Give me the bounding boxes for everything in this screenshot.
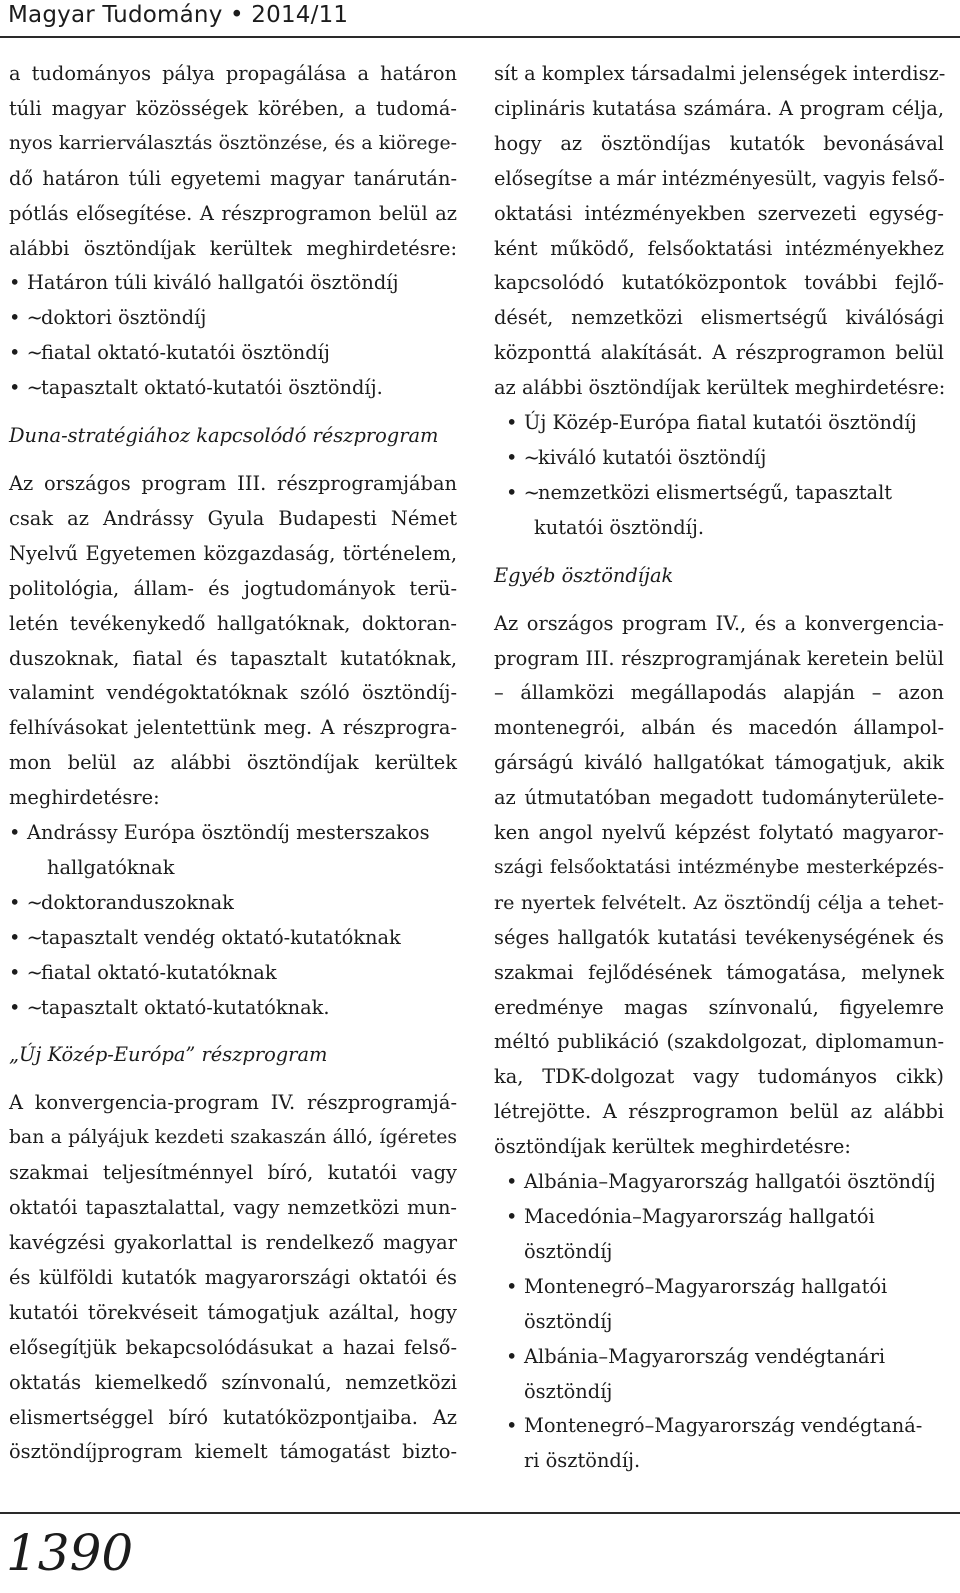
list-item: • Új Közép-Európa fiatal kutatói ösztöndíj [494, 406, 944, 441]
text-line: elismertséggel bíró kutatóközpontjaiba. Az [9, 1405, 457, 1429]
list-item: • ~ doktoranduszoknak [9, 886, 457, 921]
text-line: az alábbi ösztöndíjak kerültek meghirdetésre: [494, 376, 946, 400]
text-line: Az országos program III. részprogramjában [9, 471, 457, 495]
paragraph [494, 57, 944, 406]
left-column [9, 57, 457, 1470]
text-line: létrejötte. A részprogramon belül az alábbi [494, 1100, 944, 1124]
text-line: Az országos program IV., és a konvergencia- [494, 611, 944, 635]
text-line: méltó publikáció (szakdolgozat, diplomamun- [494, 1030, 944, 1054]
text-line: sít a komplex társadalmi jelenségek interdisz- [494, 62, 946, 85]
text-line: politológia, állam- és jogtudományok terü- [9, 576, 457, 600]
list-item: • ~ kiváló kutatói ösztöndíj [494, 441, 944, 476]
text-line: – államközi megállapodás alapján – azon [494, 681, 944, 705]
list-item: • Montenegró–Magyarország hallgatói [494, 1270, 944, 1305]
bullet-list [494, 1165, 944, 1479]
footer-rule [0, 1512, 960, 1514]
text-line: nyos karrierválasztás ösztönzése, és a kiörege- [9, 132, 457, 154]
text-line: oktatás kiemelkedő színvonalú, nemzetközi [9, 1370, 457, 1394]
list-item: • ~ tapasztalt oktató-kutatóknak. [9, 991, 457, 1026]
text-line: duszoknak, fiatal és tapasztalt kutatóknak, [9, 646, 457, 670]
list-item-continuation: hallgatóknak [47, 855, 175, 879]
text-line: pótlás elősegítése. A részprogramon belül az [9, 201, 457, 225]
list-item-continuation: ösztöndíj [524, 1309, 613, 1333]
bullet-list [9, 816, 457, 1025]
list-item: • Albánia–Magyarország hallgatói ösztöndíj [494, 1165, 944, 1200]
text-line: ciplináris kutatása számára. A program célja, [494, 96, 944, 120]
text-line: oktatási intézményekben szervezeti egység- [494, 201, 944, 225]
text-line: re nyertek felvételt. Az ösztöndíj célja a tehet- [494, 890, 944, 914]
text-line: központtá alakítását. A részprogramon belül [494, 341, 944, 365]
list-item: • ~ tapasztalt vendég oktató-kutatóknak [9, 921, 457, 956]
text-line: elősegítse a már intézményesült, vagyis felső- [494, 166, 945, 190]
section-heading: Duna-stratégiához kapcsolódó részprogram [9, 424, 439, 448]
text-line: hogy az ösztöndíjas kutatók bevonásával [494, 131, 944, 155]
text-line: kutatói törekvéseit támogatjuk azáltal, hogy [9, 1300, 457, 1324]
bullet-list [494, 406, 944, 546]
text-line: és külföldi kutatók magyarországi oktatói és [9, 1265, 457, 1289]
text-line: séges hallgatók kutatási tevékenységének és [494, 925, 944, 949]
text-line: túli magyar közösségek körében, a tudomá- [9, 96, 457, 120]
text-line: dő határon túli egyetemi magyar tanárután- [9, 166, 457, 190]
text-line: valamint vendégoktatóknak szóló ösztöndíj- [9, 681, 457, 705]
list-item: • ~ fiatal oktató-kutatói ösztöndíj [9, 336, 457, 371]
text-line: eredménye magas színvonalú, figyelemre [494, 995, 944, 1019]
text-line: ka, TDK-dolgozat vagy tudományos cikk) [494, 1065, 944, 1089]
text-line: ösztöndíjak kerültek meghirdetésre: [494, 1135, 851, 1159]
text-line: csak az Andrássy Gyula Budapesti Német [9, 506, 457, 530]
text-line: alábbi ösztöndíjak kerültek meghirdetésre: [9, 236, 457, 260]
paragraph [9, 1086, 457, 1470]
header-rule [0, 36, 960, 38]
text-line: montenegrói, albán és macedón állampol- [494, 716, 944, 740]
paragraph [494, 607, 944, 1166]
text-line: ken angol nyelvű képzést folytató magyaror- [494, 821, 944, 845]
list-item: • ~ doktori ösztöndíj [9, 301, 457, 336]
list-item: • ~ nemzetközi elismertségű, tapasztalt [494, 476, 944, 511]
text-line: szági felsőoktatási intézménybe mesterképzés- [494, 856, 944, 878]
text-line: felhívásokat jelentettünk meg. A részprogra- [9, 716, 457, 740]
paragraph [9, 57, 457, 266]
section-heading: „Új Közép-Európa” részprogram [9, 1043, 328, 1067]
list-item-continuation: ösztöndíj [524, 1239, 613, 1263]
paragraph [9, 467, 457, 816]
list-item: • Albánia–Magyarország vendégtanári [494, 1340, 944, 1375]
text-line: Nyelvű Egyetemen közgazdaság, történelem, [9, 541, 457, 565]
text-line: oktatói tapasztalattal, vagy nemzetközi mun- [9, 1196, 457, 1220]
bullet-list [9, 266, 457, 406]
list-item: • Határon túli kiváló hallgatói ösztöndíj [9, 266, 457, 301]
text-line: program III. részprogramjának keretein belül [494, 646, 944, 670]
text-line: ban a pályájuk kezdeti szakaszán álló, ígéretes [9, 1127, 457, 1149]
list-item-continuation: ri ösztöndíj. [524, 1449, 641, 1473]
running-title: Magyar Tudomány • 2014/11 [8, 2, 349, 28]
list-item: • Montenegró–Magyarország vendégtaná- [494, 1409, 944, 1444]
text-line: ként működő, felsőoktatási intézményekhez [494, 236, 944, 260]
text-line: dését, nemzetközi elismertségű kiválósági [494, 306, 944, 330]
list-item: • Macedónia–Magyarország hallgatói [494, 1200, 944, 1235]
right-column [494, 57, 944, 1479]
text-line: szakmai fejlődésének támogatása, melynek [494, 960, 944, 984]
text-line: elősegítjük bekapcsolódásukat a hazai felső- [9, 1335, 457, 1359]
section-heading: Egyéb ösztöndíjak [494, 563, 674, 587]
page-number: 1390 [6, 1524, 134, 1582]
text-line: A konvergencia-program IV. részprogramjá- [9, 1091, 457, 1115]
text-line: ösztöndíjprogram kiemelt támogatást bizto- [9, 1440, 457, 1464]
text-line: mon belül az alábbi ösztöndíjak kerültek [9, 751, 457, 775]
text-line: kapcsolódó kutatóközpontok további fejlő- [494, 271, 944, 295]
list-item-continuation: ösztöndíj [524, 1379, 613, 1403]
text-line: az útmutatóban megadott tudományterülete- [494, 786, 944, 810]
text-line: szakmai teljesítménnyel bíró, kutatói vagy [9, 1161, 457, 1185]
list-item: • Andrássy Európa ösztöndíj mesterszakos [9, 816, 457, 851]
text-line: a tudományos pálya propagálása a határon [9, 62, 457, 85]
text-line: meghirdetésre: [9, 786, 160, 810]
text-line: letén tevékenykedő hallgatóknak, doktoran- [9, 611, 457, 635]
text-line: gárságú kiváló hallgatókat támogatjuk, akik [494, 751, 944, 775]
list-item: • ~ fiatal oktató-kutatóknak [9, 956, 457, 991]
list-item: • ~ tapasztalt oktató-kutatói ösztöndíj. [9, 371, 457, 406]
text-line: kavégzési gyakorlattal is rendelkező magyar [9, 1231, 457, 1254]
list-item-continuation: kutatói ösztöndíj. [534, 515, 705, 539]
